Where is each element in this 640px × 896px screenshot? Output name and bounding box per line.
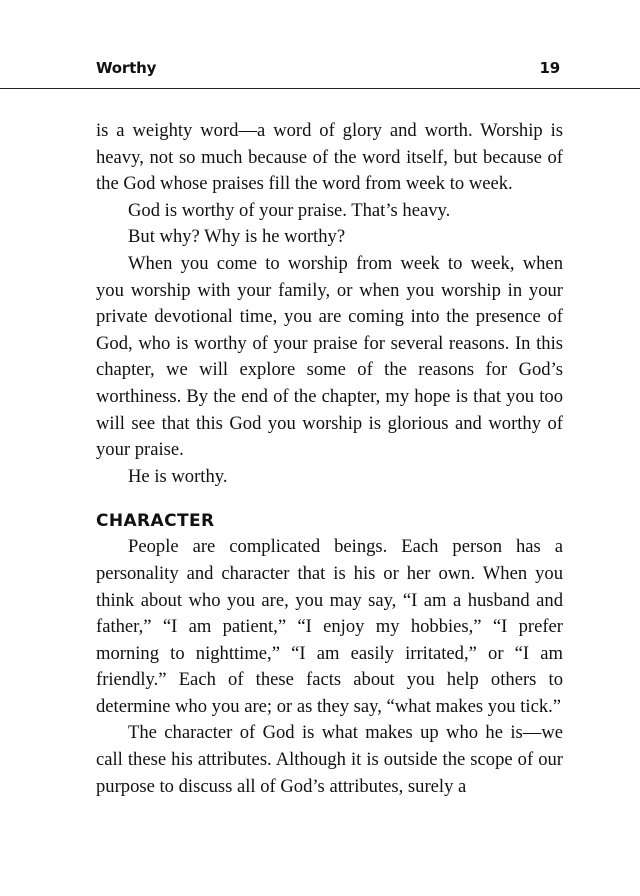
paragraph-continuation: is a weighty word—a word of glory and worth. Worship is heavy, not so much because of the word itself, but because of the God whose praises fill the word from week to week.: [96, 120, 563, 195]
running-head-title: Worthy: [96, 59, 157, 77]
paragraph: The character of God is what makes up who he is—we call these his attributes. Although it is outside the scope of our purpose to discuss all of God’s attributes, surely a: [96, 722, 563, 797]
header-rule: [0, 88, 640, 89]
paragraph: But why? Why is he worthy?: [128, 226, 346, 248]
section-heading: CHARACTER: [96, 511, 215, 532]
body-text: [96, 118, 563, 800]
page-number: 19: [539, 59, 560, 77]
paragraph: When you come to worship from week to week, when you worship with your family, or when you worship in your private devotional time, you are coming into the presence of God, who is worthy of your praise for several reasons. In this chapter, we will explore some of the reasons for God’s worthiness. By the end of the chapter, my hope is that you too will see that this God you worship is glorious and worthy of your praise.: [96, 252, 563, 461]
paragraph: People are complicated beings. Each person has a personality and character that is his or her own. When you think about who you are, you may say, “I am a husband and father,” “I am patient,” “I enjoy my hobbies,” “I prefer morning to nighttime,” “I am easily irritated,” or “I am friendly.” Each of these facts about you help others to determine who you are; or as they say, “what makes you tick.”: [96, 536, 563, 717]
paragraph: He is worthy.: [128, 465, 228, 487]
running-head: [96, 57, 560, 79]
paragraph: God is worthy of your praise. That’s heavy.: [128, 199, 451, 221]
